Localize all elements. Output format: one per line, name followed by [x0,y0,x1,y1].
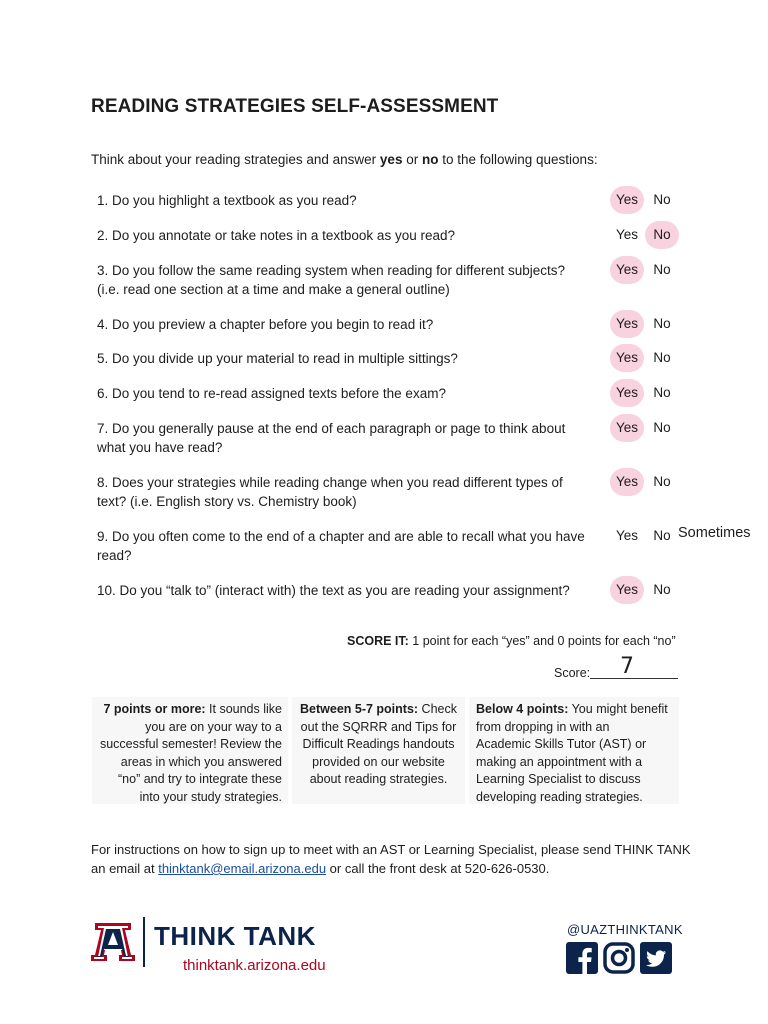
page-title: READING STRATEGIES SELF-ASSESSMENT [91,96,499,117]
social-icons [566,942,672,974]
brand-name: THINK TANK [154,921,316,951]
question-line: 4. Do you preview a chapter before you begin to read it? [97,317,434,332]
logo-divider [143,917,145,967]
instructions-text: Think about your reading strategies and answer [91,152,380,167]
answer-no-option[interactable]: No [653,582,671,597]
range-text: You might benefit [568,702,668,716]
range-text: making an appointment with a [476,754,643,769]
question-line: (i.e. read one section at a time and make a general outline) [97,282,450,297]
question-line: 9. Do you often come to the end of a chapter and are able to recall what you have [97,529,585,544]
answer-no-option[interactable]: No [653,420,671,435]
score-rule-label: SCORE IT: [347,634,409,648]
answer-no-option[interactable]: No [653,528,671,543]
range-text: Learning Specialist to discuss [476,772,641,787]
answer-yes-option[interactable]: Yes [610,379,644,407]
question-text [97,527,607,565]
question-line: 8. Does your strategies while reading change when you read different types of [97,475,563,490]
answer-yes-option[interactable]: Yes [610,256,644,284]
facebook-icon[interactable] [566,942,598,974]
question-line: 7. Do you generally pause at the end of each paragraph or page to think about [97,421,566,436]
instructions-text: or [402,152,422,167]
instructions-no: no [421,152,439,167]
range-text: about reading strategies. [309,772,448,787]
question-text [97,315,607,334]
question-line: 1. Do you highlight a textbook as you read? [97,193,357,208]
question-line: 5. Do you divide up your material to read in multiple sittings? [97,351,458,366]
range-text: areas in which you answered [120,754,282,769]
answer-no-option[interactable]: No [653,192,671,207]
range-heading: 7 points or more: [103,702,206,716]
question-line: read? [97,548,132,563]
range-text: into your study strategies. [139,789,282,804]
score-rule [347,634,676,648]
answer-no-option[interactable]: No [645,221,679,249]
score-label: Score: [554,666,591,680]
answer-no-option[interactable]: No [653,474,671,489]
range-heading: Between 5-7 points: [300,702,419,716]
contact-text: For instructions on how to sign up to meet with an AST or Learning Specialist, please send THINK TANK [91,842,691,857]
range-text: successful semester! Review the [99,737,282,752]
score-value[interactable]: 7 [620,654,634,679]
question-text [97,473,607,511]
range-text: It sounds like [205,702,282,716]
brand-url[interactable]: thinktank.arizona.edu [183,957,326,974]
range-text: Check [418,702,457,716]
range-box-low [469,697,679,804]
question-line: what you have read? [97,440,223,455]
question-text [97,419,607,457]
range-text: developing reading strategies. [476,789,643,804]
question-line: 10. Do you “talk to” (interact with) the text as you are reading your assignment? [97,583,570,598]
contact-text: an email at [91,861,159,876]
range-text: from dropping in with an [476,719,610,734]
question-text [97,384,607,403]
twitter-icon[interactable] [640,942,672,974]
answer-no-option[interactable]: No [653,385,671,400]
answer-no-option[interactable]: No [653,350,671,365]
answer-yes-option[interactable]: Yes [615,528,639,543]
range-text: Academic Skills Tutor (AST) or [476,737,647,752]
answer-yes-option[interactable]: Yes [615,227,639,242]
range-box-high [92,697,288,804]
contact-text: or call the front desk at 520-626-0530. [326,861,550,876]
score-underline [590,678,678,679]
contact-info [91,840,691,878]
answer-yes-option[interactable]: Yes [610,310,644,338]
instagram-icon[interactable] [603,942,635,974]
question-line: text? (i.e. English story vs. Chemistry book) [97,494,357,509]
question-line: 6. Do you tend to re-read assigned texts before the exam? [97,386,446,401]
range-text: you are on your way to a [145,719,282,734]
range-text: “no” and try to integrate these [118,772,282,787]
handwritten-note: Sometimes [678,525,751,541]
instructions [91,152,598,167]
answer-no-option[interactable]: No [653,316,671,331]
question-line: 3. Do you follow the same reading system when reading for different subjects? [97,263,566,278]
answer-yes-option[interactable]: Yes [610,186,644,214]
question-text [97,226,607,245]
question-line: 2. Do you annotate or take notes in a textbook as you read? [97,228,455,243]
answer-yes-option[interactable]: Yes [610,414,644,442]
university-a-icon [91,917,135,961]
range-text: provided on our website [312,754,445,769]
question-text [97,191,607,210]
range-text: out the SQRRR and Tips for [300,719,457,734]
question-text [97,261,607,299]
answer-yes-option[interactable]: Yes [610,468,644,496]
question-text [97,349,607,368]
range-text: Difficult Readings handouts [302,737,455,752]
email-link[interactable]: thinktank@email.arizona.edu [158,861,327,876]
answer-no-option[interactable]: No [653,262,671,277]
range-box-mid [292,697,465,804]
answer-yes-option[interactable]: Yes [610,576,644,604]
answer-yes-option[interactable]: Yes [610,344,644,372]
range-heading: Below 4 points: [476,702,569,716]
score-rule-text: 1 point for each “yes” and 0 points for each “no” [408,634,676,648]
social-handle[interactable]: @UAZTHINKTANK [567,922,683,937]
instructions-yes: yes [379,152,403,167]
question-text [97,581,607,600]
instructions-text: to the following questions: [438,152,598,167]
